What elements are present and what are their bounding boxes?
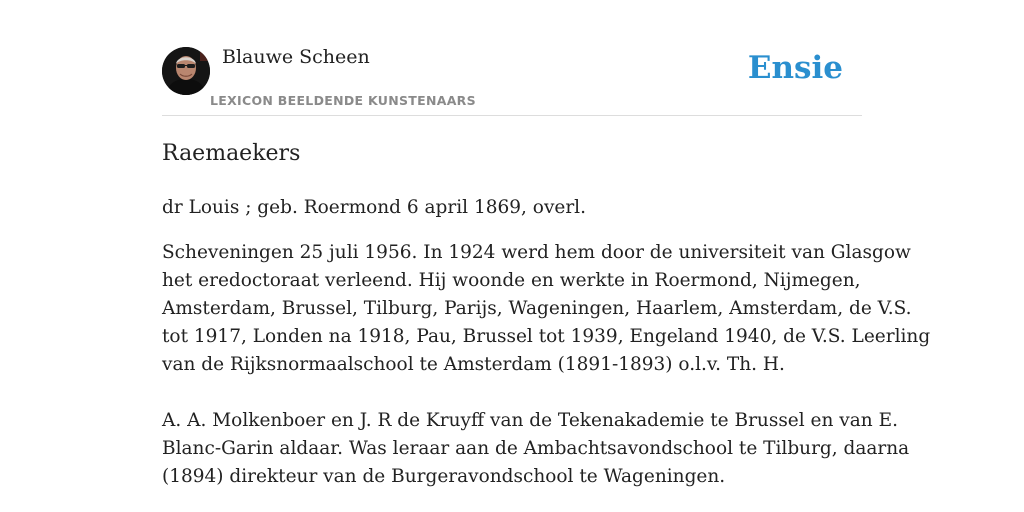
publication-label[interactable]: LEXICON BEELDENDE KUNSTENAARS [210,93,476,108]
body-line: van de Rijksnormaalschool te Amsterdam (1891-1893) o.l.v. Th. H. [162,354,785,375]
article-title: Raemaekers [162,141,301,166]
avatar[interactable] [162,47,210,95]
body-line: Amsterdam, Brussel, Tilburg, Parijs, Wageningen, Haarlem, Amsterdam, de V.S. [162,298,912,319]
article-lead: dr Louis ; geb. Roermond 6 april 1869, overl. [162,197,586,218]
brand-logo[interactable]: Ensie [747,50,843,86]
header [162,0,862,116]
body-line: Blanc-Garin aldaar. Was leraar aan de Ambachtsavondschool te Tilburg, daarna [162,438,910,459]
article-body [162,239,931,491]
body-line: het eredoctoraat verleend. Hij woonde en werkte in Roermond, Nijmegen, [162,270,861,291]
avatar-image [162,47,210,95]
paragraph-gap [162,379,862,407]
page [162,0,931,512]
body-line: (1894) direkteur van de Burgeravondschool te Wageningen. [162,466,726,487]
author-name[interactable]: Blauwe Scheen [222,46,370,68]
body-line: A. A. Molkenboer en J. R de Kruyff van de Tekenakademie te Brussel en van E. [162,410,898,431]
body-line: Scheveningen 25 juli 1956. In 1924 werd hem door de universiteit van Glasgow [162,242,911,263]
body-line: tot 1917, Londen na 1918, Pau, Brussel tot 1939, Engeland 1940, de V.S. Leerling [162,326,931,347]
